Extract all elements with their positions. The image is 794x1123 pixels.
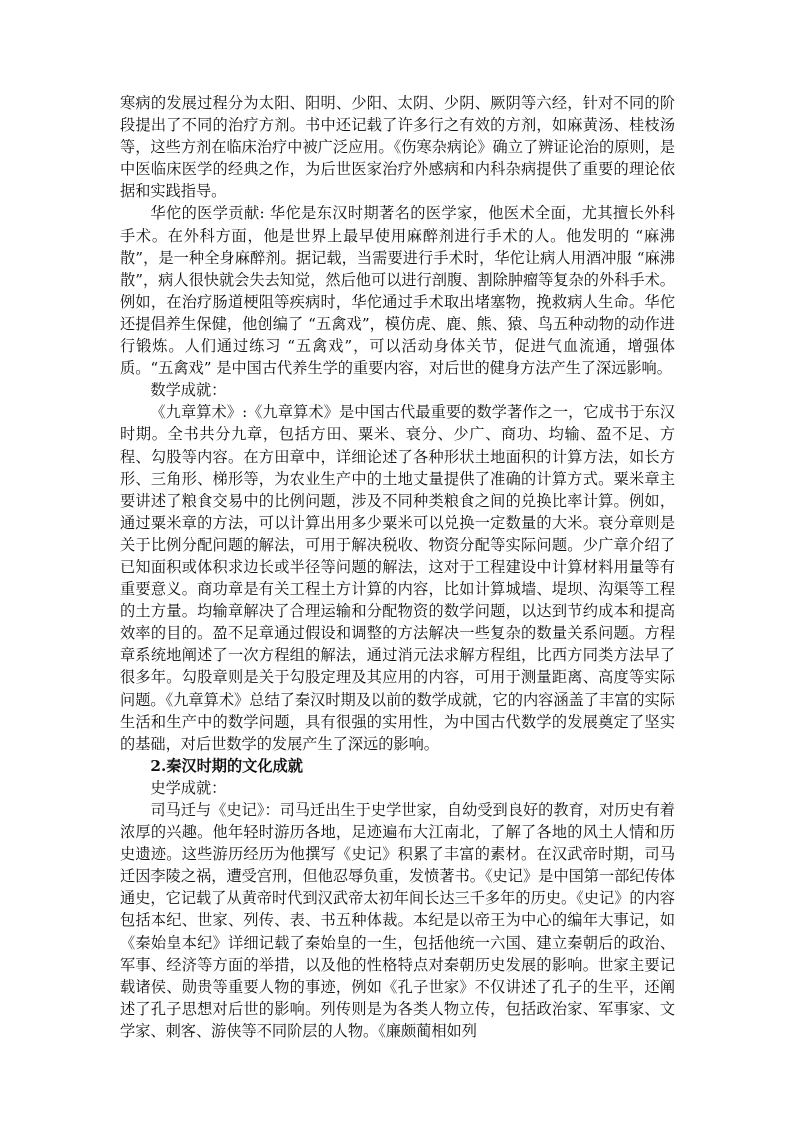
document-body [120, 92, 675, 1042]
section-heading-culture: 2.秦汉时期的文化成就 [150, 756, 303, 775]
paragraph-shiji: 司马迁与《史记》：司马迁出生于史学世家，自幼受到良好的教育，对历史有着浓厚的兴趣。他年轻时游历各地，足迹遍布大江南北，了解了各地的风土人情和历史遗迹。这些游历经历为他撰写《史记》积累了丰富的素材。在汉武帝时期，司马迁因李陵之祸，遭受宫刑，但他忍辱负重，发愤著书。《史记》是中国第一部纪传体通史，它记载了从黄帝时代到汉武帝太初年间长达三千多年的历史。《史记》的内容包括本纪、世家、列传、表、书五种体裁。本纪是以帝王为中心的编年大事记，如《秦始皇本纪》详细记载了秦始皇的一生，包括他统一六国、建立秦朝后的政治、军事、经济等方面的举措，以及他的性格特点对秦朝历史发展的影响。世家主要记载诸侯、勋贵等重要人物的事迹，例如《孔子世家》不仅讲述了孔子的生平，还阐述了孔子思想对后世的影响。列传则是为各类人物立传，包括政治家、军事家、文学家、刺客、游侠等不同阶层的人物。《廉颇蔺相如列 [120, 801, 675, 1040]
paragraph-shanghan-continued: 寒病的发展过程分为太阳、阳明、少阳、太阴、少阴、厥阴等六经，针对不同的阶段提出了不同的治疗方剂。书中还记载了许多行之有效的方剂，如麻黄汤、桂枝汤等，这些方剂在临床治疗中被广泛应用。《伤寒杂病论》确立了辨证论治的原则，是中医临床医学的经典之作，为后世医家治疗外感病和内科杂病提供了重要的理论依据和实践指导。 [120, 94, 675, 201]
subheading-history: 史学成就： [150, 778, 227, 797]
subheading-math: 数学成就： [150, 381, 227, 400]
paragraph-jiuzhang: 《九章算术》:《九章算术》是中国古代最重要的数学著作之一，它成书于东汉时期。全书共分九章，包括方田、粟米、衰分、少广、商功、均输、盈不足、方程、勾股等内容。在方田章中，详细论述了各种形状土地面积的计算方法，如长方形、三角形、梯形等，为农业生产中的土地丈量提供了准确的计算方式。粟米章主要讲述了粮食交易中的比例问题，涉及不同种类粮食之间的兑换比率计算。例如，通过粟米章的方法，可以计算出用多少粟米可以兑换一定数量的大米。衰分章则是关于比例分配问题的解法，可用于解决税收、物资分配等实际问题。少广章介绍了已知面积或体积求边长或半径等问题的解法，这对于工程建设中计算材料用量等有重要意义。商功章是有关工程土方计算的内容，比如计算城墙、堤坝、沟渠等工程的土方量。均输章解决了合理运输和分配物资的数学问题，以达到节约成本和提高效率的目的。盈不足章通过假设和调整的方法解决一些复杂的数量关系问题。方程章系统地阐述了一次方程组的解法，通过消元法求解方程组，比西方同类方法早了很多年。勾股章则是关于勾股定理及其应用的内容，可用于测量距离、高度等实际问题。《九章算术》总结了秦汉时期及以前的数学成就，它的内容涵盖了丰富的实际生活和生产中的数学问题，具有很强的实用性，为中国古代数学的发展奠定了坚实的基础，对后世数学的发展产生了深远的影响。 [120, 403, 675, 753]
paragraph-huatuo: 华佗的医学贡献: 华佗是东汉时期著名的医学家，他医术全面，尤其擅长外科手术。在外科方面，他是世界上最早使用麻醉剂进行手术的人。他发明的 “麻沸散”，是一种全身麻醉剂。据记载，当需要进行手术时，华佗让病人用酒冲服 “麻沸散”，病人很快就会失去知觉，然后他可以进行剖腹、割除肿瘤等复杂的外科手术。例如，在治疗肠道梗阻等疾病时，华佗通过手术取出堵塞物，挽救病人生命。华佗还提倡养生保健，他创编了 “五禽戏”，模仿虎、鹿、熊、猿、鸟五种动物的动作进行锻炼。人们通过练习 “五禽戏”，可以活动身体关节，促进气血流通，增强体质。“五禽戏” 是中国古代养生学的重要内容，对后世的健身方法产生了深远影响。 [120, 204, 675, 378]
